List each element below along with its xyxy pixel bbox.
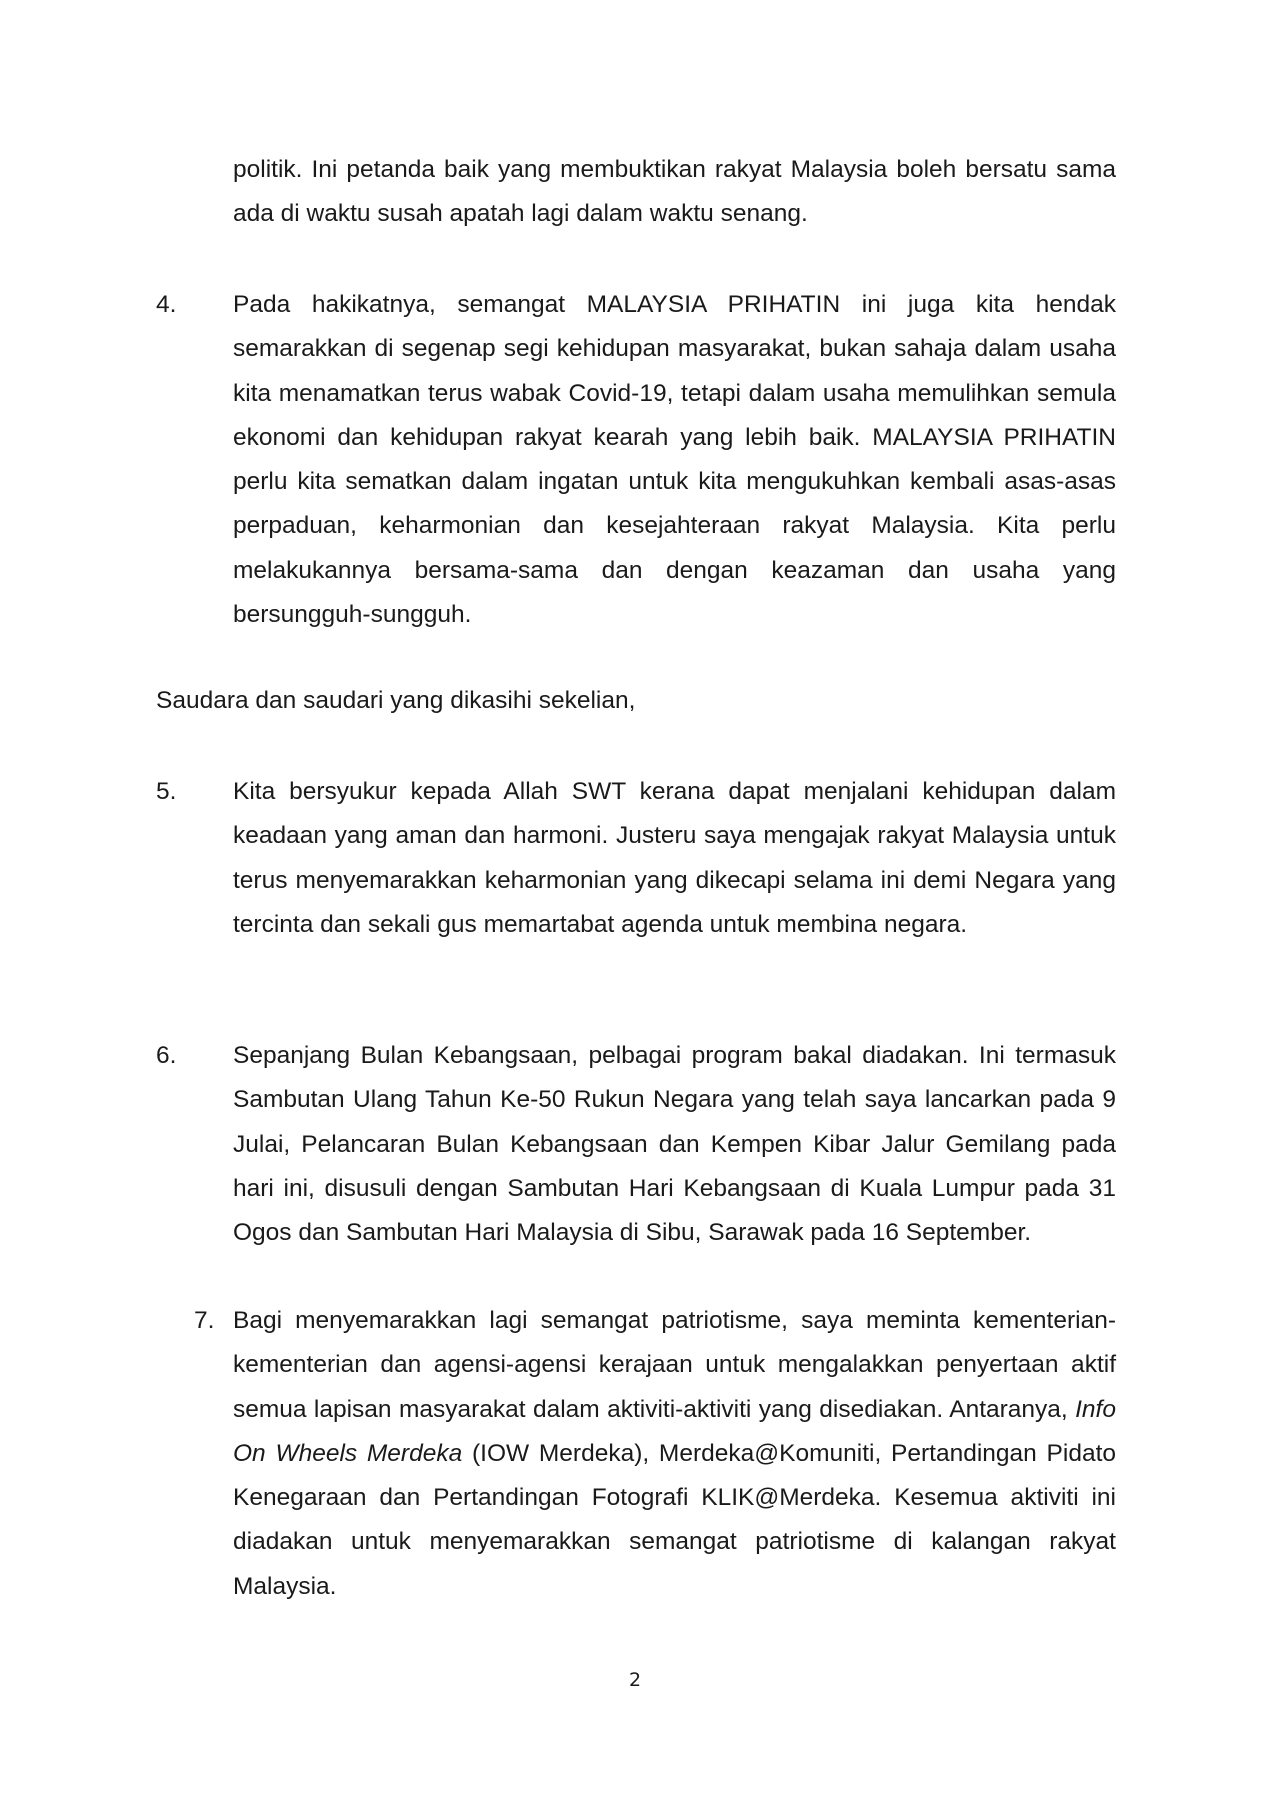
paragraph-7: [233, 1299, 1116, 1609]
page-number: 2: [628, 1669, 642, 1691]
paragraph-7-text-after: (IOW Merdeka), Merdeka@Komuniti, Pertandingan Pidato Kenegaraan dan Pertandingan Fotografi KLIK@Merdeka. Kesemua aktiviti ini diadakan untuk menyemarakkan semangat patriotisme di kalangan rakyat Malaysia.: [233, 1439, 1116, 1600]
salutation: Saudara dan saudari yang dikasihi sekelian,: [156, 687, 636, 714]
paragraph-6-number: 6.: [156, 1042, 177, 1069]
paragraph-4: Pada hakikatnya, semangat MALAYSIA PRIHATIN ini juga kita hendak semarakkan di segenap segi kehidupan masyarakat, bukan sahaja dalam usaha kita menamatkan terus wabak Covid-19, tetapi dalam usaha memulihkan semula ekonomi dan kehidupan rakyat kearah yang lebih baik. MALAYSIA PRIHATIN perlu kita sematkan dalam ingatan untuk kita mengukuhkan kembali asas-asas perpaduan, keharmonian dan kesejahteraan rakyat Malaysia. Kita perlu melakukannya bersama-sama dan dengan keazaman dan usaha yang bersungguh-sungguh.: [233, 291, 1116, 629]
paragraph-6: Sepanjang Bulan Kebangsaan, pelbagai program bakal diadakan. Ini termasuk Sambutan Ulang Tahun Ke-50 Rukun Negara yang telah saya lancarkan pada 9 Julai, Pelancaran Bulan Kebangsaan dan Kempen Kibar Jalur Gemilang pada hari ini, disusuli dengan Sambutan Hari Kebangsaan di Kuala Lumpur pada 31 Ogos dan Sambutan Hari Malaysia di Sibu, Sarawak pada 16 September.: [233, 1042, 1116, 1247]
paragraph-3-continuation: politik. Ini petanda baik yang membuktikan rakyat Malaysia boleh bersatu sama ada di waktu susah apatah lagi dalam waktu senang.: [233, 156, 1116, 228]
paragraph-7-number: 7.: [194, 1307, 215, 1334]
paragraph-5-number: 5.: [156, 778, 177, 805]
paragraph-7-text-before: Bagi menyemarakkan lagi semangat patriotisme, saya meminta kementerian-kementerian dan agensi-agensi kerajaan untuk mengalakkan penyertaan aktif semua lapisan masyarakat dalam aktiviti-aktiviti yang disediakan. Antaranya,: [233, 1307, 1116, 1423]
paragraph-4-number: 4.: [156, 291, 177, 318]
paragraph-7-italic-program: Info On Wheels Merdeka: [233, 1395, 1116, 1467]
paragraph-5: Kita bersyukur kepada Allah SWT kerana dapat menjalani kehidupan dalam keadaan yang aman dan harmoni. Justeru saya mengajak rakyat Malaysia untuk terus menyemarakkan keharmonian yang dikecapi selama ini demi Negara yang tercinta dan sekali gus memartabat agenda untuk membina negara.: [233, 778, 1116, 938]
